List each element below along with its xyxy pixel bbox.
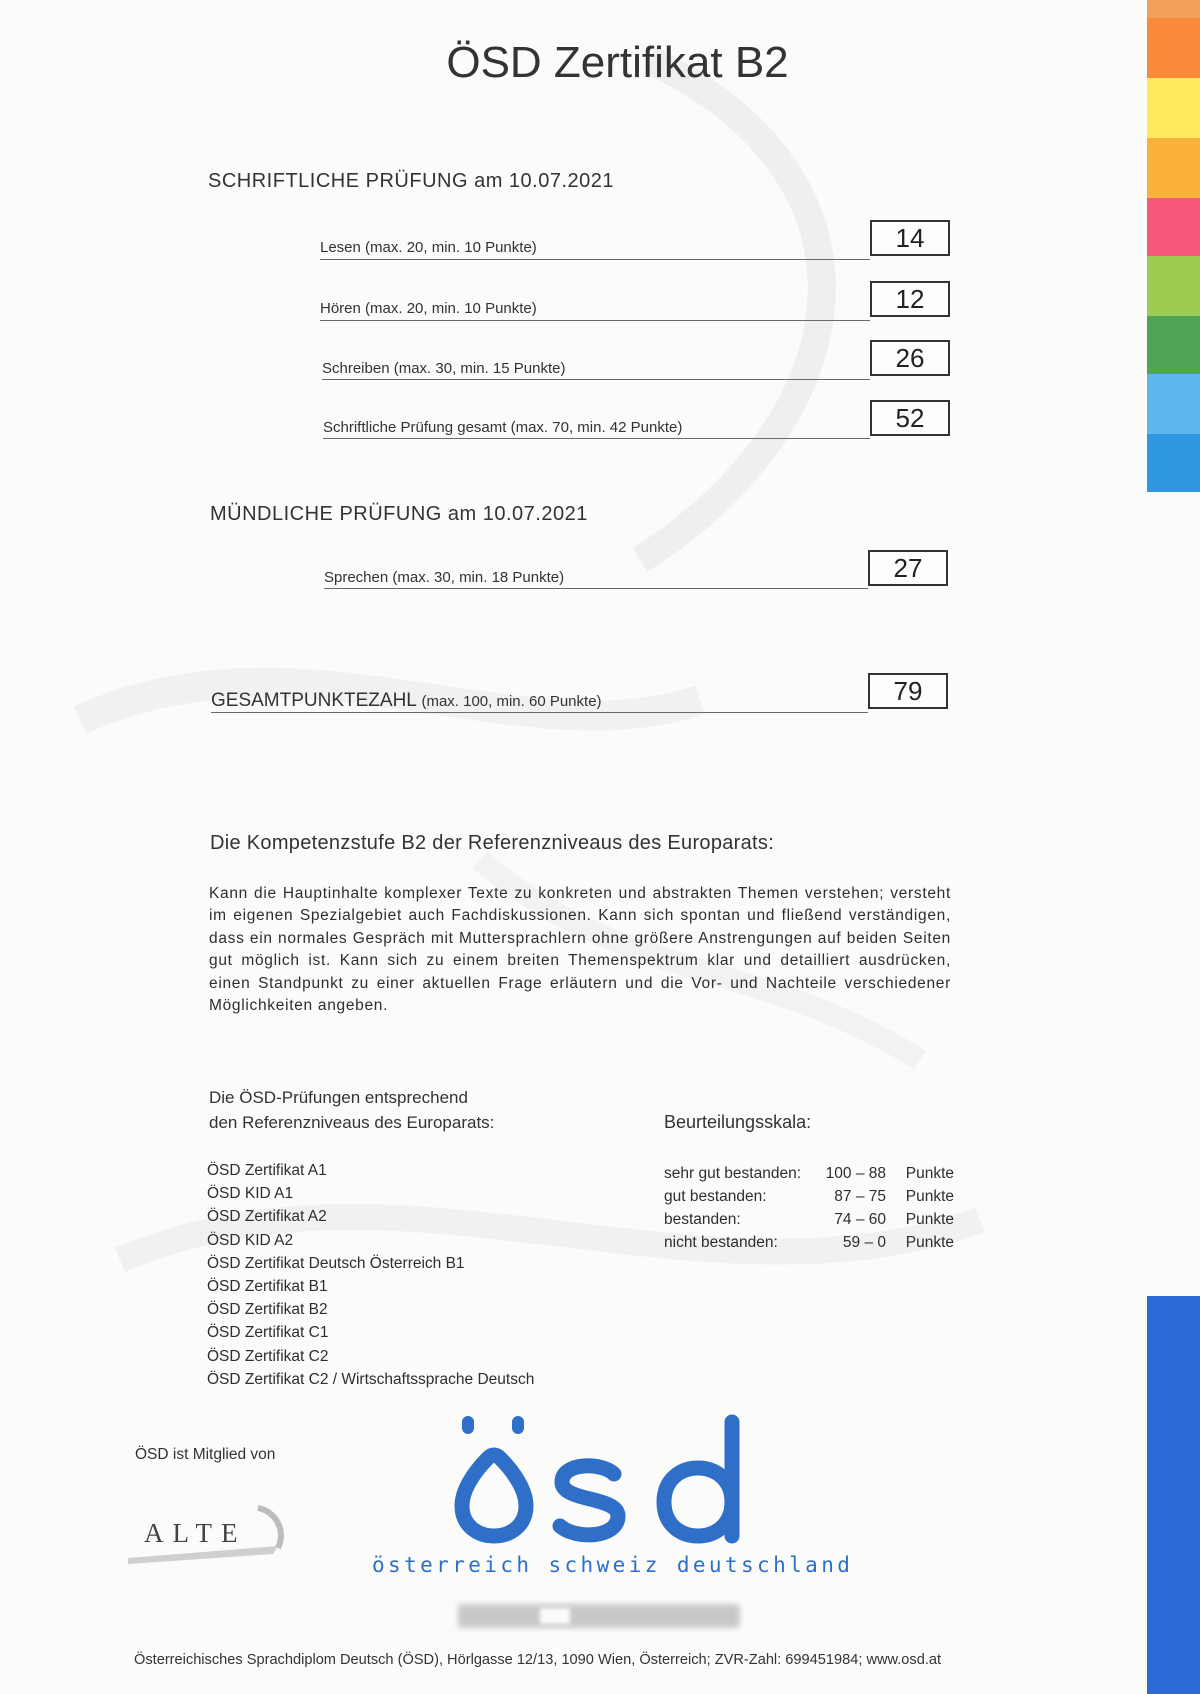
oral-exam-heading: MÜNDLICHE PRÜFUNG am 10.07.2021 [210,503,588,525]
scale-row [664,1185,954,1208]
score-lesen: 14 [870,220,950,256]
competence-heading: Die Kompetenzstufe B2 der Referenzniveaus des Europarats: [210,832,775,854]
exams-intro-line-2: den Referenzniveaus des Europarats: [209,1113,495,1132]
score-sprechen: 27 [868,550,948,586]
scale-label: bestanden: [664,1211,741,1228]
color-stripe-9 [1147,434,1200,492]
exams-intro [209,1085,494,1135]
scale-row [664,1208,954,1231]
score-written-total: 52 [870,400,950,436]
exam-list-item: ÖSD Zertifikat A1 [207,1162,327,1179]
grading-scale [664,1162,954,1254]
alte-wordmark: ALTE [144,1518,247,1548]
row-rule [323,438,870,439]
scale-unit: Punkte [905,1165,954,1182]
row-rule [322,379,870,380]
score-hoeren: 12 [870,281,950,317]
osd-logo [450,1410,750,1550]
color-stripe-8 [1147,374,1200,434]
redacted-signature [458,1604,740,1628]
scale-label: gut bestanden: [664,1188,767,1205]
footer-address: Österreichisches Sprachdiplom Deutsch (ÖSD), Hörlgasse 12/13, 1090 Wien, Österreich; ZVR-Zahl: 699451984; www.osd.at [134,1652,942,1668]
color-stripe-4 [1147,138,1200,198]
exam-list-item: ÖSD Zertifikat C1 [207,1324,329,1342]
exam-list-item: ÖSD Zertifikat B2 [207,1301,328,1319]
color-stripe-1 [1147,0,1200,18]
redacted-gap [540,1608,570,1624]
row-rule [320,320,870,321]
score-total: 79 [868,673,948,709]
written-exam-heading: SCHRIFTLICHE PRÜFUNG am 10.07.2021 [208,170,615,192]
member-note: ÖSD ist Mitglied von [135,1446,276,1463]
score-schreiben: 26 [870,340,950,376]
certificate-title: ÖSD Zertifikat B2 [446,38,789,87]
exam-list-item: ÖSD Zertifikat Deutsch Österreich B1 [207,1254,465,1272]
exam-list-item: ÖSD KID A2 [207,1231,294,1249]
color-stripe-6 [1147,256,1200,316]
scale-label: sehr gut bestanden: [664,1165,802,1182]
color-stripe-7 [1147,316,1200,374]
exam-list-item: ÖSD Zertifikat C2 [207,1347,329,1365]
scale-range: 87 – 75 [834,1188,886,1205]
exam-list-item: ÖSD Zertifikat A2 [207,1208,327,1226]
row-rule [324,588,868,589]
scale-row [664,1231,954,1254]
row-rule [211,712,868,713]
total-title: GESAMTPUNKTEZAHL [211,690,417,711]
scale-unit: Punkte [905,1234,954,1251]
exam-list-item: ÖSD Zertifikat C2 / Wirtschaftssprache Deutsch [207,1370,535,1388]
row-label-lesen: Lesen (max. 20, min. 10 Punkte) [320,239,537,256]
exam-list-item: ÖSD KID A1 [207,1185,294,1203]
row-rule [320,259,870,260]
scale-range: 74 – 60 [834,1211,886,1228]
grading-scale-heading: Beurteilungsskala: [664,1112,812,1132]
scale-range: 100 – 88 [825,1165,886,1182]
exam-list [207,1159,534,1391]
scale-range: 59 – 0 [842,1234,886,1251]
row-label-sprechen: Sprechen (max. 30, min. 18 Punkte) [324,569,565,586]
color-stripe-5 [1147,198,1200,256]
alte-logo [128,1500,303,1575]
scale-row [664,1162,954,1185]
osd-subtitle: österreich schweiz deutschland [372,1553,854,1577]
exams-intro-line-1: Die ÖSD-Prüfungen entsprechend [209,1088,468,1107]
scale-unit: Punkte [905,1211,954,1228]
scale-label: nicht bestanden: [664,1234,778,1251]
color-stripe-10 [1147,1296,1200,1694]
total-label [211,690,602,712]
total-note: (max. 100, min. 60 Punkte) [421,693,602,710]
row-label-schreiben: Schreiben (max. 30, min. 15 Punkte) [322,360,566,377]
row-label-hoeren: Hören (max. 20, min. 10 Punkte) [320,300,537,317]
competence-text: Kann die Hauptinhalte komplexer Texte zu konkreten und abstrakten Themen verstehen; versteht im eigenen Spezialgebiet auch Fachdiskussionen. Kann sich spontan und fließend verständigen, dass ein normales Gespräch mit Muttersprachlern ohne größere Anstrengungen auf beiden Seiten gut möglich ist. Kann sich zu einem breiten Themenspektrum klar und detailliert ausdrücken, einen Standpunkt zu einer aktuellen Frage erläutern und die Vor- und Nachteile verschiedener Möglichkeiten angeben. [209,885,951,1015]
row-label-written-total: Schriftliche Prüfung gesamt (max. 70, min. 42 Punkte) [323,419,683,436]
scale-unit: Punkte [905,1188,954,1205]
exam-list-item: ÖSD Zertifikat B1 [207,1277,328,1295]
